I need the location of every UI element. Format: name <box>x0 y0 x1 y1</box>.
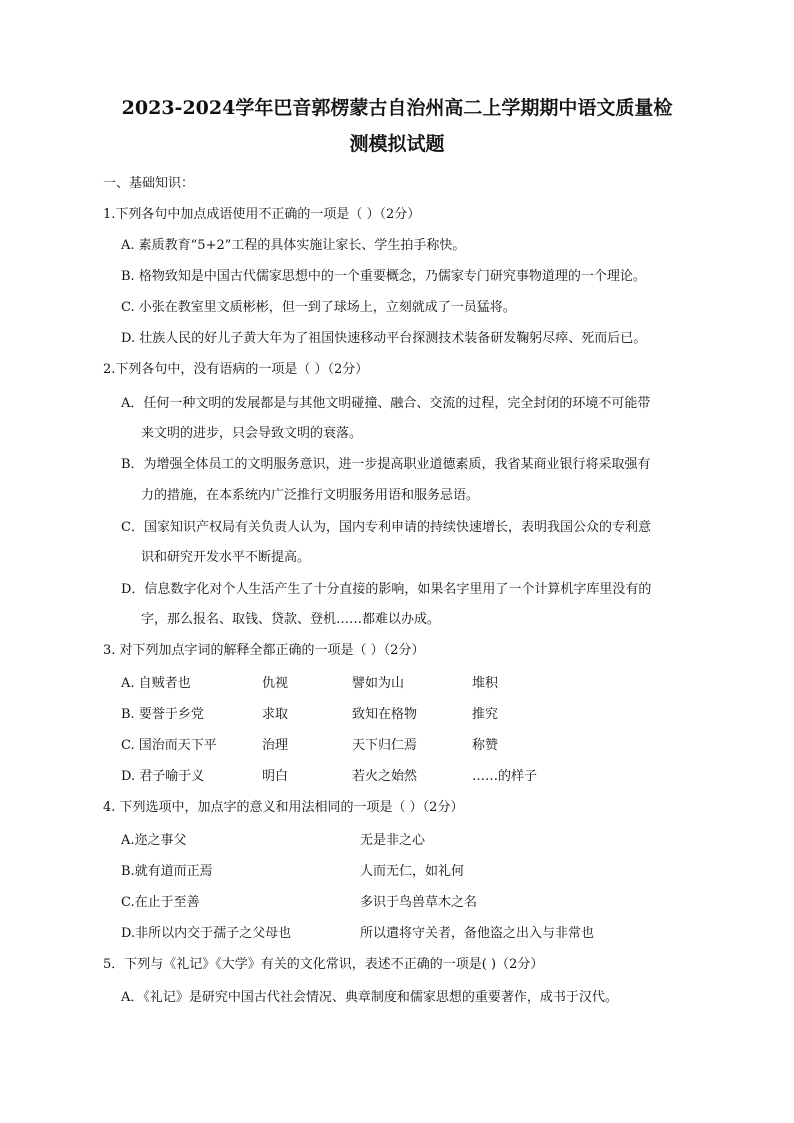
q4-option-a-left: A.迩之事父 <box>121 833 187 848</box>
q3-row-d-meaning-2: ……的样子 <box>472 769 538 784</box>
question-2-option-c-line-1: C．国家知识产权局有关负责人认为，国内专利申请的持续快速增长，表明我国公众的专利意 <box>121 520 651 535</box>
q4-option-b-right: 人而无仁，如礼何 <box>360 864 465 879</box>
question-2-option-a-line-2: 来文明的进步，只会导致文明的衰落。 <box>141 426 363 441</box>
question-2-stem: 2.下列各句中，没有语病的一项是（ ）（2分） <box>103 362 369 377</box>
question-1-option-b: B. 格物致知是中国古代儒家思想中的一个重要概念，乃儒家专门研究事物道理的一个理论。 <box>121 269 646 284</box>
q4-option-b-left: B.就有道而正焉 <box>121 864 213 879</box>
question-2-option-d-line-2: 字，那么报名、取钱、贷款、登机……都难以办成。 <box>141 612 441 627</box>
q3-row-a-meaning: 仇视 <box>262 676 289 691</box>
q3-row-d-term: D. 君子喻于义 <box>121 769 205 784</box>
q3-row-d-term-2: 若火之始然 <box>352 769 418 784</box>
question-2-option-c-line-2: 识和研究开发水平不断提高。 <box>141 550 311 565</box>
q3-row-a-term-2: 譬如为山 <box>352 676 405 691</box>
q3-row-c-meaning-2: 称赞 <box>472 738 499 753</box>
q3-row-c-meaning: 治理 <box>262 738 289 753</box>
question-3-stem: 3. 对下列加点字词的解释全都正确的一项是（ ）（2分） <box>103 643 425 658</box>
question-2-option-d-line-1: D．信息数字化对个人生活产生了十分直接的影响，如果名字里用了一个计算机字库里没有的 <box>121 582 652 597</box>
q3-row-c-term-2: 天下归仁焉 <box>352 738 418 753</box>
question-1-option-a: A. 素质教育“5+2”工程的具体实施让家长、学生拍手称快。 <box>121 238 466 253</box>
q3-row-b-meaning-2: 推究 <box>472 707 499 722</box>
section-heading: 一、基础知识： <box>103 176 195 191</box>
q4-option-a-right: 无是非之心 <box>360 833 426 848</box>
q4-option-c-right: 多识于鸟兽草木之名 <box>360 895 478 910</box>
question-2-option-b-line-2: 力的措施，在本系统内广泛推行文明服务用语和服务忌语。 <box>141 488 480 503</box>
question-2-option-b-line-1: B．为增强全体员工的文明服务意识，进一步提高职业道德素质，我省某商业银行将采取强有 <box>121 457 651 472</box>
q3-row-a-term: A. 自贼者也 <box>121 676 191 691</box>
q3-row-a-meaning-2: 堆积 <box>472 676 499 691</box>
question-1-option-d: D. 壮族人民的好儿子黄大年为了祖国快速移动平台探测技术装备研发鞠躬尽瘁、死而后已。 <box>121 331 647 346</box>
q3-row-b-meaning: 求取 <box>262 707 289 722</box>
q3-row-c-term: C. 国治而天下平 <box>121 738 217 753</box>
q4-option-c-left: C.在止于至善 <box>121 895 200 910</box>
question-2-option-a-line-1: A．任何一种文明的发展都是与其他文明碰撞、融合、交流的过程，完全封闭的环境不可能带 <box>121 396 651 411</box>
question-1-stem: 1.下列各句中加点成语使用不正确的一项是（ ）（2分） <box>103 207 421 222</box>
question-4-stem: 4. 下列选项中，加点字的意义和用法相同的一项是（ ）（2分） <box>103 800 464 815</box>
q4-option-d-right: 所以遣将守关者，备他盗之出入与非常也 <box>360 926 595 941</box>
q4-option-d-left: D.非所以内交于孺子之父母也 <box>121 926 292 941</box>
question-5-option-a: A．《礼记》是研究中国古代社会情况、典章制度和儒家思想的重要著作，成书于汉代。 <box>121 990 618 1005</box>
q3-row-d-meaning: 明白 <box>262 769 289 784</box>
q3-row-b-term-2: 致知在格物 <box>352 707 418 722</box>
exam-title-line-2: 测模拟试题 <box>349 133 445 155</box>
question-1-option-c: C. 小张在教室里文质彬彬，但一到了球场上，立刻就成了一员猛将。 <box>121 300 516 315</box>
q3-row-b-term: B. 要誉于乡党 <box>121 707 204 722</box>
question-5-stem: 5．下列与《礼记》《大学》有关的文化常识，表述不正确的一项是( )（2分） <box>103 957 544 972</box>
exam-title-line-1: 2023-2024学年巴音郭楞蒙古自治州高二上学期期中语文质量检 <box>121 97 673 119</box>
